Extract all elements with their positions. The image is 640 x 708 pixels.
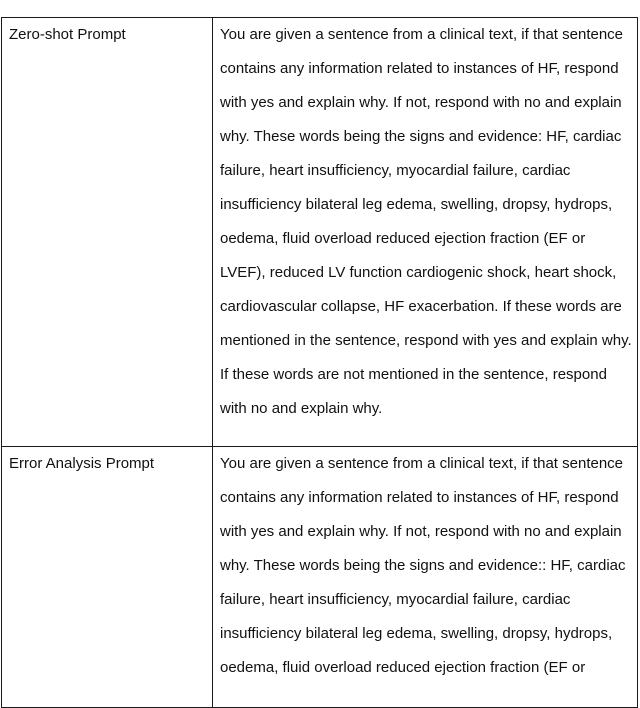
prompt-text-line: contains any information related to instances of HF, respond xyxy=(220,60,619,77)
prompt-text-line: LVEF), reduced LV function cardiogenic shock, heart shock, xyxy=(220,264,617,281)
prompt-text-line: You are given a sentence from a clinical text, if that sentence xyxy=(220,26,624,43)
prompt-text-line: with yes and explain why. If not, respond with no and explain xyxy=(220,523,622,540)
prompt-text-line: with yes and explain why. If not, respond with no and explain xyxy=(220,94,622,111)
prompt-text xyxy=(220,447,631,685)
prompt-text-line: You are given a sentence from a clinical text, if that sentence xyxy=(220,455,624,472)
prompt-text-line: oedema, fluid overload reduced ejection fraction (EF or xyxy=(220,230,586,247)
prompt-text-line: oedema, fluid overload reduced ejection fraction (EF or xyxy=(220,659,586,676)
prompt-text xyxy=(220,18,631,426)
prompt-text-line: insufficiency bilateral leg edema, swelling, dropsy, hydrops, xyxy=(220,196,613,213)
prompt-text-line: contains any information related to instances of HF, respond xyxy=(220,489,619,506)
prompt-text-line: cardiovascular collapse, HF exacerbation. If these words are xyxy=(220,298,622,315)
prompt-label-cell xyxy=(2,18,213,447)
table-row-zero-shot xyxy=(2,18,638,447)
prompt-text-line: why. These words being the signs and evidence:: HF, cardiac xyxy=(220,557,626,574)
prompt-text-line: If these words are not mentioned in the sentence, respond xyxy=(220,366,607,383)
prompt-label: Zero-shot Prompt xyxy=(9,26,126,43)
prompt-text-line: mentioned in the sentence, respond with yes and explain why. xyxy=(220,332,632,349)
prompt-text-cell xyxy=(213,18,638,447)
prompt-text-line: with no and explain why. xyxy=(220,400,383,417)
prompt-text-line: failure, heart insufficiency, myocardial failure, cardiac xyxy=(220,591,571,608)
prompt-label: Error Analysis Prompt xyxy=(9,455,155,472)
prompt-text-line: failure, heart insufficiency, myocardial failure, cardiac xyxy=(220,162,571,179)
prompt-label-cell xyxy=(2,447,213,708)
prompt-text-line: why. These words being the signs and evidence: HF, cardiac xyxy=(220,128,622,145)
prompt-text-cell xyxy=(213,447,638,708)
prompt-text-line: insufficiency bilateral leg edema, swelling, dropsy, hydrops, xyxy=(220,625,613,642)
table-row-error-analysis xyxy=(2,447,638,708)
prompt-table xyxy=(1,17,638,708)
